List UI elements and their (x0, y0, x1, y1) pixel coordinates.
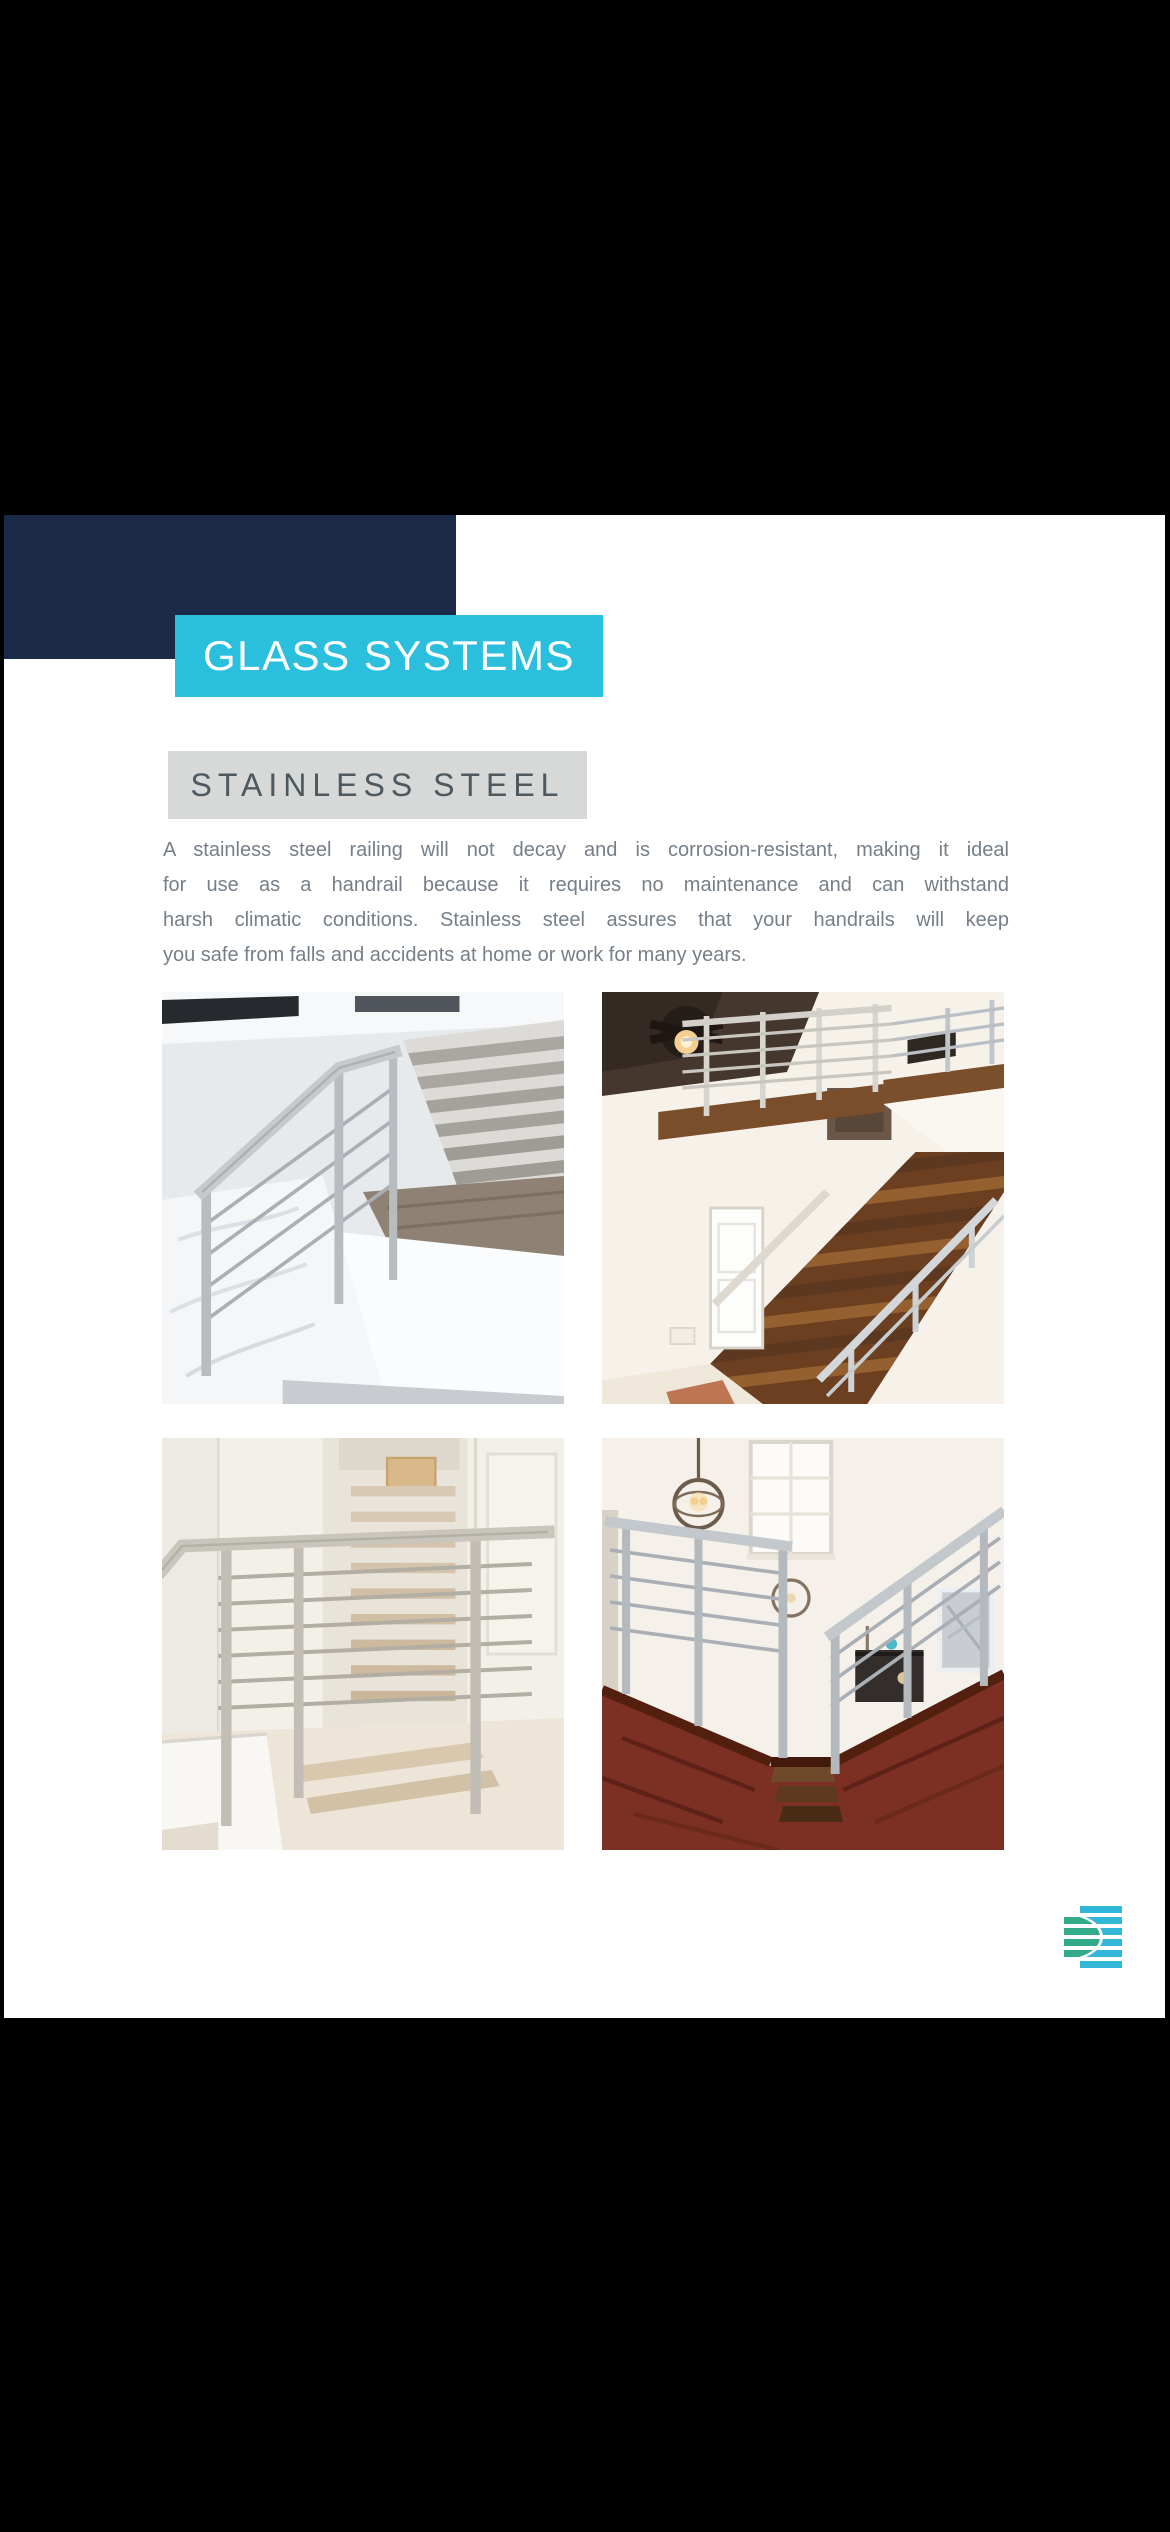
company-logo (1064, 1906, 1122, 1968)
stainless-rod-railing-gray-stairs-photo (162, 992, 564, 1404)
paragraph-line: harsh climatic conditions. Stainless steel assures that your handrails will keep (163, 909, 1009, 931)
document-page (4, 515, 1165, 2018)
banner-title: GLASS SYSTEMS (203, 632, 575, 679)
section-heading-box (168, 751, 587, 819)
paragraph-line: you safe from falls and accidents at home or work for many years. (163, 944, 747, 966)
stainless-railing-foreground-light-stairs-photo (162, 1438, 564, 1850)
body-paragraph (163, 833, 1009, 973)
stainless-railing-stairwell-dark-floor-photo (602, 1438, 1004, 1850)
paragraph-line: A stainless steel railing will not decay and is corrosion-resistant, making it ideal (163, 839, 1009, 861)
paragraph-line: for use as a handrail because it requires no maintenance and can withstand (163, 874, 1009, 896)
photo-illustration (162, 992, 564, 1404)
photo-illustration (602, 992, 1004, 1404)
photo-grid (162, 992, 1004, 1850)
photo-illustration (162, 1438, 564, 1850)
striped-half-disc-logo-graphic (1064, 1906, 1122, 1968)
stainless-railing-brown-staircase-photo (602, 992, 1004, 1404)
photo-illustration (602, 1438, 1004, 1850)
section-title: STAINLESS STEEL (190, 766, 565, 803)
glass-systems-banner (175, 615, 603, 697)
